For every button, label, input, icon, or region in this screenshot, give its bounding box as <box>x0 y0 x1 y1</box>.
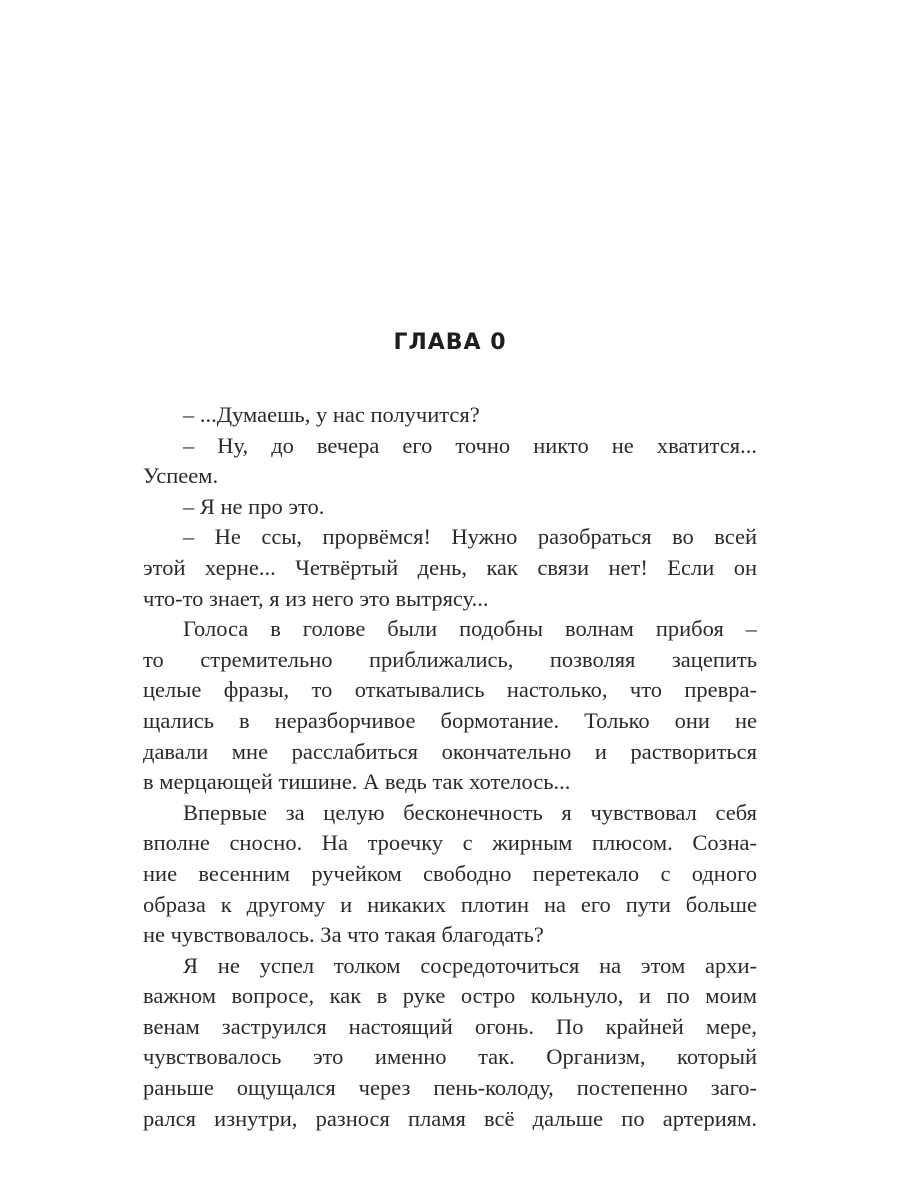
text-line: Голоса в голове были подобны волнам прибоя – <box>183 616 757 642</box>
text-line: ние весенним ручейком свободно перетекало с одного <box>143 860 757 886</box>
text-line: образа к другому и никаких плотин на его пути больше <box>143 891 757 917</box>
text-line: то стремительно приближались, позволяя зацепить <box>143 646 757 672</box>
text-line: Я не успел толком сосредоточиться на этом архи- <box>183 952 757 978</box>
text-line: этой херне... Четвёртый день, как связи нет! Если он <box>143 554 757 580</box>
text-line: важном вопросе, как в руке остро кольнуло, и по моим <box>143 983 757 1009</box>
text-line: раньше ощущался через пень-колоду, постепенно заго- <box>143 1075 757 1101</box>
text-line: – Не ссы, прорвёмся! Нужно разобраться во всей <box>183 524 757 550</box>
text-line: давали мне расслабиться окончательно и раствориться <box>143 738 757 764</box>
text-line: вполне сносно. На троечку с жирным плюсом. Созна- <box>143 830 757 856</box>
text-line: Впервые за целую бесконечность я чувствовал себя <box>183 799 757 825</box>
text-line: не чувствовалось. За что такая благодать? <box>143 922 544 948</box>
text-line: в мерцающей тишине. А ведь так хотелось... <box>143 769 571 795</box>
chapter-text <box>143 400 757 1134</box>
text-line: щались в неразборчивое бормотание. Только они не <box>143 707 757 733</box>
text-line: венам заструился настоящий огонь. По крайней мере, <box>143 1013 757 1039</box>
text-line: – Я не про это. <box>183 493 325 519</box>
text-line: чувствовалось это именно так. Организм, который <box>143 1044 757 1070</box>
text-line: целые фразы, то откатывались настолько, что превра- <box>143 677 757 703</box>
text-line: – ...Думаешь, у нас получится? <box>183 402 480 427</box>
text-line: что-то знает, я из него это вытрясу... <box>143 585 489 611</box>
text-line: рался изнутри, разнося пламя всё дальше по артериям. <box>143 1105 757 1131</box>
text-line: – Ну, до вечера его точно никто не хватится... <box>183 432 757 458</box>
text-line: Успеем. <box>143 463 219 489</box>
chapter-title: ГЛАВА 0 <box>393 330 507 355</box>
